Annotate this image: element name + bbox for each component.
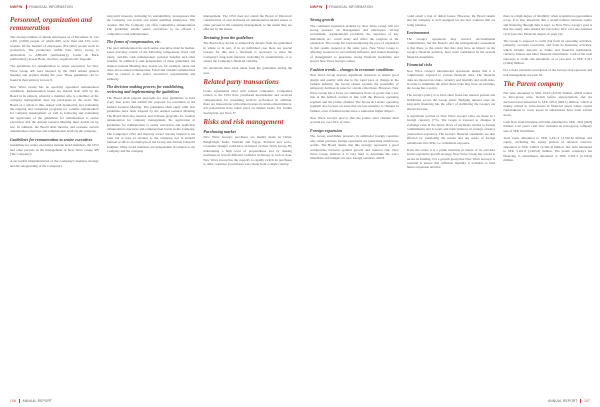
paragraph: The Group's policy is to have short fixed-rate interest periods and distributed across the Group loans. Hedging interest rates for long-term financing has the effect of stabilizing the Group's net interest income. — [406, 93, 496, 111]
column — [503, 14, 592, 393]
paragraph: New Wave Group devotes significant resources to ensure good design and quality with due to the rapid pace of change in the fashion industry, the Group cannot exclude the possibility of temporary declines in sales for certain collections. However, New Wave Group has a focus on continuous flows of goods and a low risk in the fashion content in line with the Purpose operating segment and the promo channel. The Sports & Leisure operating segment also focuses on areas that are less sensitive to changes in fashion, even if fashion trends have a somewhat higher impact. — [310, 73, 399, 113]
report-title: ANNUAL REPORT — [22, 399, 53, 403]
left-columns — [10, 14, 292, 393]
paragraph: A significant portion of New Wave Group's sales are made in a foreign currency (7%). The Group is exposed to changes in exchange rates in the future flows of payments related to foreign commitments and to loans and bank balances in foreign currency (transaction exposure). The Group's financial statements are also affected by translating the results and net assets of foreign subsidiaries into SEK, i.e. translation exposure. — [406, 113, 496, 145]
subsection-heading: Financial risks — [406, 62, 433, 68]
paragraph: For a more extensive description of the Group's risk exposure and risk management see note 36. — [503, 68, 593, 77]
subsection-heading: Environment — [406, 30, 429, 36]
paragraph: The Board shall prepare proposals for new guidelines at least every four years and submit the proposal for resolution at the Annual General Meeting. The guidelines shall apply until new guidelines have been adopted by the Annual General Meeting. The Board shall also monitor and evaluate programs for variable remuneration for company management, the application of guidelines for remuneration to senior executives and applicable remuneration structures and remuneration levels in the Company. The Company's CEO and majority owner Torsten Jansson is not paid, but at least in relation to the company, nor is Isabella Jansson or this is an employee of the Group and Torsten Jansson's daughter. Other board members are independent in relation to the Company and the company — [106, 95, 196, 154]
paragraph: From the outset it is a prime intention in nature of its activities and its expansive growth strategy, New Wave Group has a need to secure its funding. For a growth group like New Wave Group it is essential to ensure that sufficient liquidity is available to fund future expansion and that — [406, 147, 496, 170]
right-page — [300, 0, 600, 407]
paragraph: there is a high degree of flexibility when acquisition opportunities occur. It is also important that a sound balance between equity and financing through debt is kept, so New Wave Group's goal is that the equity ratio should not fall below 40% over one business cycle (see also Financial targets on page 10). — [503, 14, 593, 36]
subsection-heading: Foreign expansion — [310, 127, 342, 133]
paragraph: management. The CEO does not attend the Board of Directors' consideration of and decisions on remuneration-related issues or other persons in the company management, to the extent they are affected by the issues. — [203, 14, 293, 32]
section-heading: Personnel, organization and remuneration — [10, 16, 92, 32]
subsection-heading: The forms of compensation, etc. — [106, 39, 161, 45]
footer-divider — [19, 399, 20, 403]
paragraph: The Group's operations may involve environmental commitments, but the Board's and the management's assessment is that there, to the extent that they may have an impact on the Group's financial position, have been considered in the present financial statements. — [406, 36, 496, 59]
paragraph: Loans agreements exist with related companies. Companies related to the CEO have purchased merchandise and received compensation for consulting services performed. In addition, there are transactions with related parties in rental-related matters. All transactions have taken place on market terms. For further description, see Note 37. — [203, 88, 293, 115]
page-number: 106 — [10, 399, 16, 403]
page-footer — [10, 399, 52, 403]
page-footer — [548, 399, 590, 403]
paragraph: No deviations have been made from the guidelines during the year. — [203, 66, 293, 75]
paragraph: Guidelines for senior executives include board members, the CEO and other persons in the management of New Wave Group AB ('the Company'). — [10, 143, 99, 157]
column — [107, 14, 196, 393]
company-logo: NWPW — [10, 5, 23, 9]
subsection-heading: The decision-making process for establishing, reviewing and implementing the guidelines — [106, 84, 185, 95]
page-header — [10, 5, 73, 9]
paragraph: New Wave Group's international operations means that it is continuously exposed to various financial risks. The financial risks are interest rate risks, currency and liquidity and credit risks. In order to minimize the effect these risks may have on earnings, the Group has a policy. — [406, 68, 496, 91]
column — [203, 14, 292, 393]
paragraph: New Wave Group's purchases are mainly made in China, Bangladesh, India, Vietnam and Egypt. Political and socio-economic changes could have an impact on New Wave Group. By maintaining a high level of preparedness and by making purchases in several different countries in Europe as well as Asia, New Wave Group has the capacity to rapidly switch its purchases to other countries if purchases were made from a single country. — [203, 135, 293, 167]
company-logo: NWPW — [310, 5, 323, 9]
section-heading: Related party transactions — [203, 77, 279, 86]
section-title: FINANCIAL INFORMATION — [29, 5, 73, 9]
footer-divider — [580, 399, 581, 403]
paragraph: New Wave Group has no specially appointed remuneration committee. Remuneration issues are instead dealt with by the Board in its entirety, whereby a member who is a member of the company management does not participate in the work. The Board as a whole is thus tasked with monitoring and evaluating the ongoing and completed programs for variable remuneration for company management, as well as following and evaluating the application of the guidelines for remuneration to senior executives that the Annual General Meeting must decide on by law. In addition, the Board shall monitor and evaluate current remuneration structures and remuneration levels in the company. — [10, 84, 99, 134]
page-header — [310, 5, 373, 9]
paragraph: Total loans amounted to SEK 5,191.2 (3,520.8) million and equity, excluding the equity portion of untaxed reserves, amounted to SEK 5,669.5 (2,346.4) million. Net debt amounted to SEK 5,101.8 (3,465.6) million. The parent company's net financing to subsidiaries amounted to SEK 5,391.3 (2,154.6) million. — [503, 135, 593, 163]
section-heading: The Parent company — [503, 79, 564, 88]
page-number: 107 — [584, 399, 590, 403]
subsection-heading: Fashion trends – changes in economic conditions — [310, 66, 394, 72]
paragraph: long-term interests, including its sustainability, presupposes that the Company can recruit and retain qualified employees. This requires that the Company can offer competitive remuneration. The guidelines enable senior executives to be offered a competitive total remuneration. — [106, 14, 196, 36]
paragraph: The continued expansion planned by New Wave Group will put strong pressure on management and employees. Wrong recruitment, organizational problems, the departure of key individuals etc. could delay and affect the progress of the expansion. The Group has been monitoring the pace of expansion in that results respond at the same pace. New Wave Group is affecting resources to successfully influence and annual meetings of management to guarantee strong financial leadership and spread New Wave Group's values. — [310, 23, 399, 64]
header-divider — [26, 5, 27, 9]
subsection-heading: Purchasing market — [203, 128, 236, 134]
paragraph: The total remuneration for each senior executive must be market-based and may consist of the following components: fixed cash salary, variable cash remuneration, pension benefits and other benefits. In addition to and independent of these guidelines, the Annual General Meeting may decide on, for example, share and share price-related remuneration. Fixed and variable remuneration shall be related to the senior executive's responsibility and authority. — [106, 45, 196, 81]
header-divider — [326, 5, 327, 9]
column — [10, 14, 99, 393]
paragraph: A successful implementation of the Company's business strategy and the safeguarding of the Company's — [10, 159, 99, 168]
paragraph: could entail a risk of initial losses. However, the Board deems that the company is well equipped for the new ventures that are being planned. — [406, 14, 496, 27]
column — [310, 14, 399, 393]
paragraph: The Group establishes presence in additional foreign countries only when previous foreign operations are generating satisfactory profits. The Board deems that this strategy represents a good compromise between optimal growth and reduced risk. New Wave Group believes it is very hard to determine the exact timetables and budgets for new foreign ventures, which — [310, 134, 399, 161]
paragraph: New Wave Group's goal is that the promo sales channel shall account for over 50% of sales. — [310, 115, 399, 125]
column — [407, 14, 496, 393]
subsection-heading: Strong growth — [310, 17, 335, 22]
paragraph: The guidelines for remuneration to senior executives for New Wave Group AB were adopted by the 2024 annual general meeting and applied during the year. These guidelines can be found in their entirety in note 8. — [10, 64, 99, 82]
subsection-heading: Guidelines for remuneration to senior executives — [10, 136, 93, 142]
paragraph: Net sales amounted to SEK 164.0 (225.9) million, which relates to intra-group sales. Result before appropriations and tax decreased and amounted to SEK 595.6 (699.1) million, which is mainly related to write-downs of financial assets where capital contributions to cover losses in subsidiaries have been written down. — [503, 90, 593, 117]
section-title: FINANCIAL INFORMATION — [329, 5, 373, 9]
paragraph: The Group is exposed to credit risk from its operating activities, primarily accounts receivable, and from its financing activities, which include deposits at banks and financial institutions, currency futures and other financial instruments. Cash of the total exposure to credit risk amounted, as at year-end, to SEK 2,591 (2,894) million. — [503, 38, 593, 66]
right-columns — [310, 14, 592, 393]
paragraph: The Board may decide to temporarily deviate from the guidelines in whole or in part, if in an individual case there are special reasons for this and a deviation is necessary to meet the Company's long-term interests, including its sustainability, or to ensure the Company's financial viability. — [203, 41, 293, 64]
paragraph: The average number of annual employees as of December 31 was 2,491 (2,690) people, of which 68% were men and 32% were women. Of the number of employees, 852 (902) people work in production. The production within New Wave Group is attributable to AHEAD (embroidery), Cutter & Buck (embroidery), Kosta Boda, Orrefors, Sagaform and Toppoint. — [10, 35, 99, 62]
paragraph: Cash flow from investing activities amounted to SEK -39.8 (49.8) million. Last year's cash flow included an intra-group company sale of SEK 99 million. — [503, 119, 593, 133]
section-heading: Risks and risk management — [203, 117, 284, 126]
subsection-heading: Deviating from the guidelines — [203, 34, 254, 40]
report-title: ANNUAL REPORT — [547, 399, 578, 403]
